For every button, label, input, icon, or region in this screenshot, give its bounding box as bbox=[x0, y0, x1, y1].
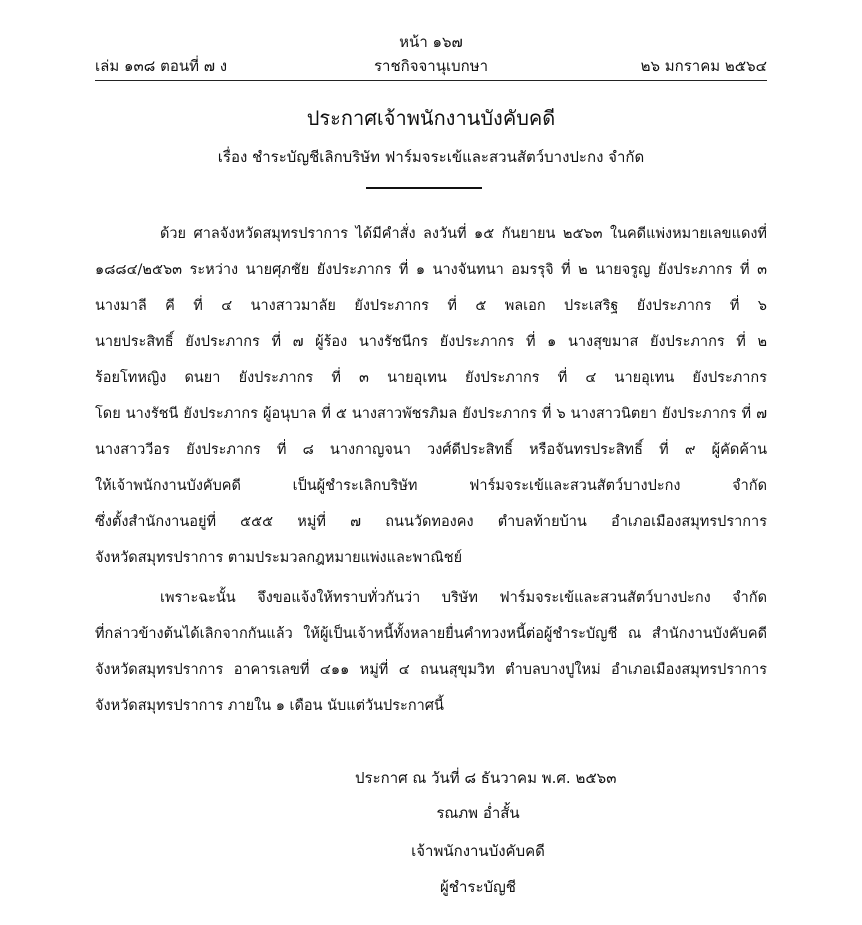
body-line: เพราะฉะนั้น จึงขอแจ้งให้ทราบทั่วกันว่า บริษัท ฟาร์มจระเข้และสวนสัตว์บางปะกง จำกัด bbox=[160, 590, 767, 606]
publication-date: ๒๖ มกราคม ๒๕๖๔ bbox=[640, 57, 767, 75]
body-line: ๑๘๘๔/๒๕๖๓ ระหว่าง นายศุภชัย ยังประภากร ที่ ๑ นางจันทนา อมรรุจิ ที่ ๒ นายจรูญ ยังประภากร ที่ ๓ bbox=[95, 262, 767, 278]
body-line: ให้เจ้าพนักงานบังคับคดี เป็นผู้ชำระเลิกบริษัท ฟาร์มจระเข้และสวนสัตว์บางปะกง จำกัด bbox=[95, 478, 767, 494]
body-line: จังหวัดสมุทรปราการ ภายใน ๑ เดือน นับแต่วันประกาศนี้ bbox=[95, 698, 444, 714]
body-line: จังหวัดสมุทรปราการ ตามประมวลกฎหมายแพ่งและพาณิชย์ bbox=[95, 550, 463, 566]
announcement-title: ประกาศเจ้าพนักงานบังคับคดี bbox=[306, 106, 556, 130]
gazette-header bbox=[95, 54, 767, 76]
body-line: ซึ่งตั้งสำนักงานอยู่ที่ ๕๕๕ หมู่ที่ ๗ ถนนวัดทองคง ตำบลท้ายบ้าน อำเภอเมืองสมุทรปราการ bbox=[95, 514, 767, 530]
body-line: ที่กล่าวข้างต้นได้เลิกจากกันแล้ว ให้ผู้เป็นเจ้าหนี้ทั้งหลายยื่นคำทวงหนี้ต่อผู้ชำระบัญชี ณ สำนักงานบังคับคดี bbox=[95, 626, 767, 642]
body-line: โดย นางรัชนี ยังประภากร ผู้อนุบาล ที่ ๕ นางสาวพัชรภิมล ยังประภากร ที่ ๖ นางสาวนิตยา ยังประภากร ที่ ๗ bbox=[95, 406, 767, 422]
announcement-subject: เรื่อง ชำระบัญชีเลิกบริษัท ฟาร์มจระเข้และสวนสัตว์บางปะกง จำกัด bbox=[217, 148, 645, 166]
page-number: หน้า ๑๖๗ bbox=[399, 33, 463, 51]
gazette-name: ราชกิจจานุเบกษา bbox=[373, 57, 489, 75]
signatory-name: รณภพ อ่ำสั้น bbox=[436, 804, 520, 822]
body-line: ร้อยโทหญิง ดนยา ยังประภากร ที่ ๓ นายอุเทน ยังประภากร ที่ ๔ นายอุเทน ยังประภากร bbox=[95, 370, 767, 386]
announce-date: ประกาศ ณ วันที่ ๘ ธันวาคม พ.ศ. ๒๕๖๓ bbox=[355, 769, 617, 787]
volume-issue: เล่ม ๑๓๘ ตอนที่ ๗ ง bbox=[95, 57, 228, 75]
body-line: ด้วย ศาลจังหวัดสมุทรปราการ ได้มีคำสั่ง ลงวันที่ ๑๕ กันยายน ๒๕๖๓ ในคดีแพ่งหมายเลขแดงที่ bbox=[160, 226, 767, 242]
title-rule bbox=[366, 187, 482, 189]
body-line: จังหวัดสมุทรปราการ อาคารเลขที่ ๔๑๑ หมู่ที่ ๔ ถนนสุขุมวิท ตำบลบางปูใหม่ อำเภอเมืองสมุทรปราการ bbox=[95, 662, 767, 678]
signatory-position: เจ้าพนักงานบังคับคดี bbox=[411, 842, 545, 860]
body-line: นางมาลี คี ที่ ๔ นางสาวมาลัย ยังประภากร ที่ ๕ พลเอก ประเสริฐ ยังประภากร ที่ ๖ bbox=[95, 298, 767, 314]
signatory-role: ผู้ชำระบัญชี bbox=[440, 878, 516, 896]
body-line: นายประสิทธิ์ ยังประภากร ที่ ๗ ผู้ร้อง นางรัชนีกร ยังประภากร ที่ ๑ นางสุขมาส ยังประภากร ที่ ๒ bbox=[95, 334, 767, 350]
header-divider bbox=[95, 80, 767, 81]
body-line: นางสาววีอร ยังประภากร ที่ ๘ นางกาญจนา วงศ์ดีประสิทธิ์ หรือจันทรประสิทธิ์ ที่ ๙ ผู้คัดค้าน bbox=[95, 442, 767, 458]
